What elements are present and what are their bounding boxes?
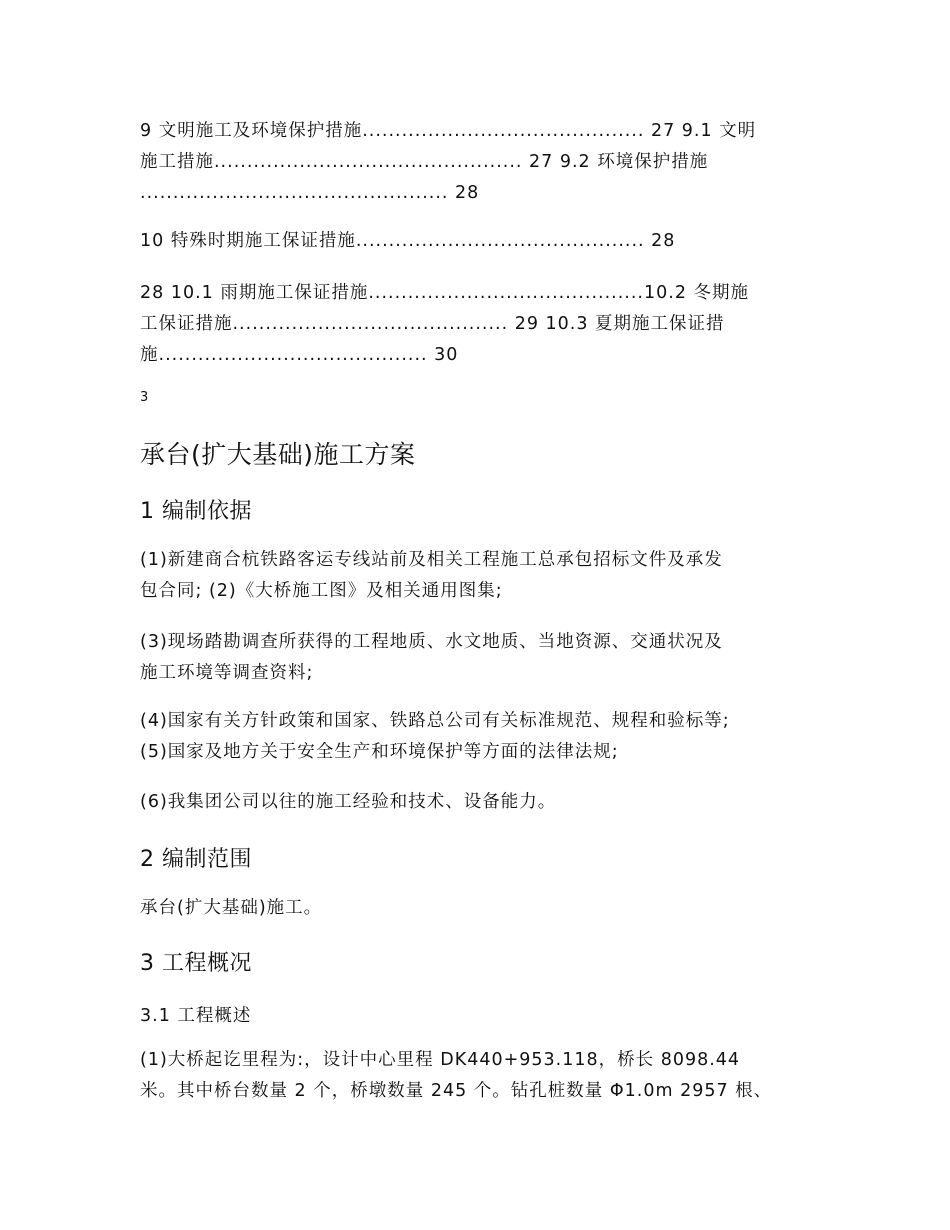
toc-line: 9 文明施工及环境保护措施........................................... 27 9.1 文明 bbox=[140, 121, 757, 141]
paragraph-line: 承台(扩大基础)施工。 bbox=[140, 898, 323, 918]
toc-block-9 bbox=[140, 116, 820, 209]
paragraph-line: 包合同; (2)《大桥施工图》及相关通用图集; bbox=[140, 581, 503, 601]
toc-line: ............................................... 28 bbox=[140, 183, 480, 203]
section-2-heading: 2 编制范围 bbox=[140, 847, 252, 872]
paragraph-line: (3)现场踏勘调查所获得的工程地质、水文地质、当地资源、交通状况及 bbox=[140, 632, 723, 652]
toc-line: 28 10.1 雨期施工保证措施..........................................10.2 冬期施 bbox=[140, 283, 750, 303]
paragraph-line: (6)我集团公司以往的施工经验和技术、设备能力。 bbox=[140, 792, 557, 812]
paragraph-line: (5)国家及地方关于安全生产和环境保护等方面的法律法规; bbox=[140, 742, 619, 762]
section-1-heading: 1 编制依据 bbox=[140, 499, 252, 524]
toc-line: 施工措施............................................... 27 9.2 环境保护措施 bbox=[140, 152, 709, 172]
paragraph-line: 米。其中桥台数量 2 个，桥墩数量 245 个。钻孔桩数量 Φ1.0m 2957 根、 bbox=[140, 1081, 773, 1101]
toc-block-10 bbox=[140, 226, 820, 257]
section-3-heading: 3 工程概况 bbox=[140, 951, 252, 976]
section-1-paragraph-1 bbox=[140, 545, 820, 607]
paragraph-line: (1)新建商合杭铁路客运专线站前及相关工程施工总承包招标文件及承发 bbox=[140, 550, 723, 570]
paragraph-line: 施工环境等调查资料; bbox=[140, 663, 314, 683]
section-1-paragraph-4 bbox=[140, 706, 820, 768]
paragraph-line: (1)大桥起讫里程为:，设计中心里程 DK440+953.118，桥长 8098.44 bbox=[140, 1050, 741, 1070]
toc-line: 10 特殊时期施工保证措施............................................ 28 bbox=[140, 231, 676, 251]
section-1-paragraph-3 bbox=[140, 627, 820, 689]
toc-line: 工保证措施.......................................... 29 10.3 夏期施工保证措 bbox=[140, 314, 725, 334]
section-3-paragraph bbox=[140, 1045, 820, 1107]
document-title: 承台(扩大基础)施工方案 bbox=[140, 440, 416, 469]
toc-block-10-sub bbox=[140, 278, 820, 371]
section-1-paragraph-6 bbox=[140, 787, 820, 818]
paragraph-line: (4)国家有关方针政策和国家、铁路总公司有关标准规范、规程和验标等; bbox=[140, 711, 730, 731]
page-number: 3 bbox=[140, 390, 149, 405]
toc-line: 施......................................... 30 bbox=[140, 345, 459, 365]
section-3-1-heading: 3.1 工程概述 bbox=[140, 1006, 252, 1026]
section-2-paragraph bbox=[140, 893, 820, 924]
